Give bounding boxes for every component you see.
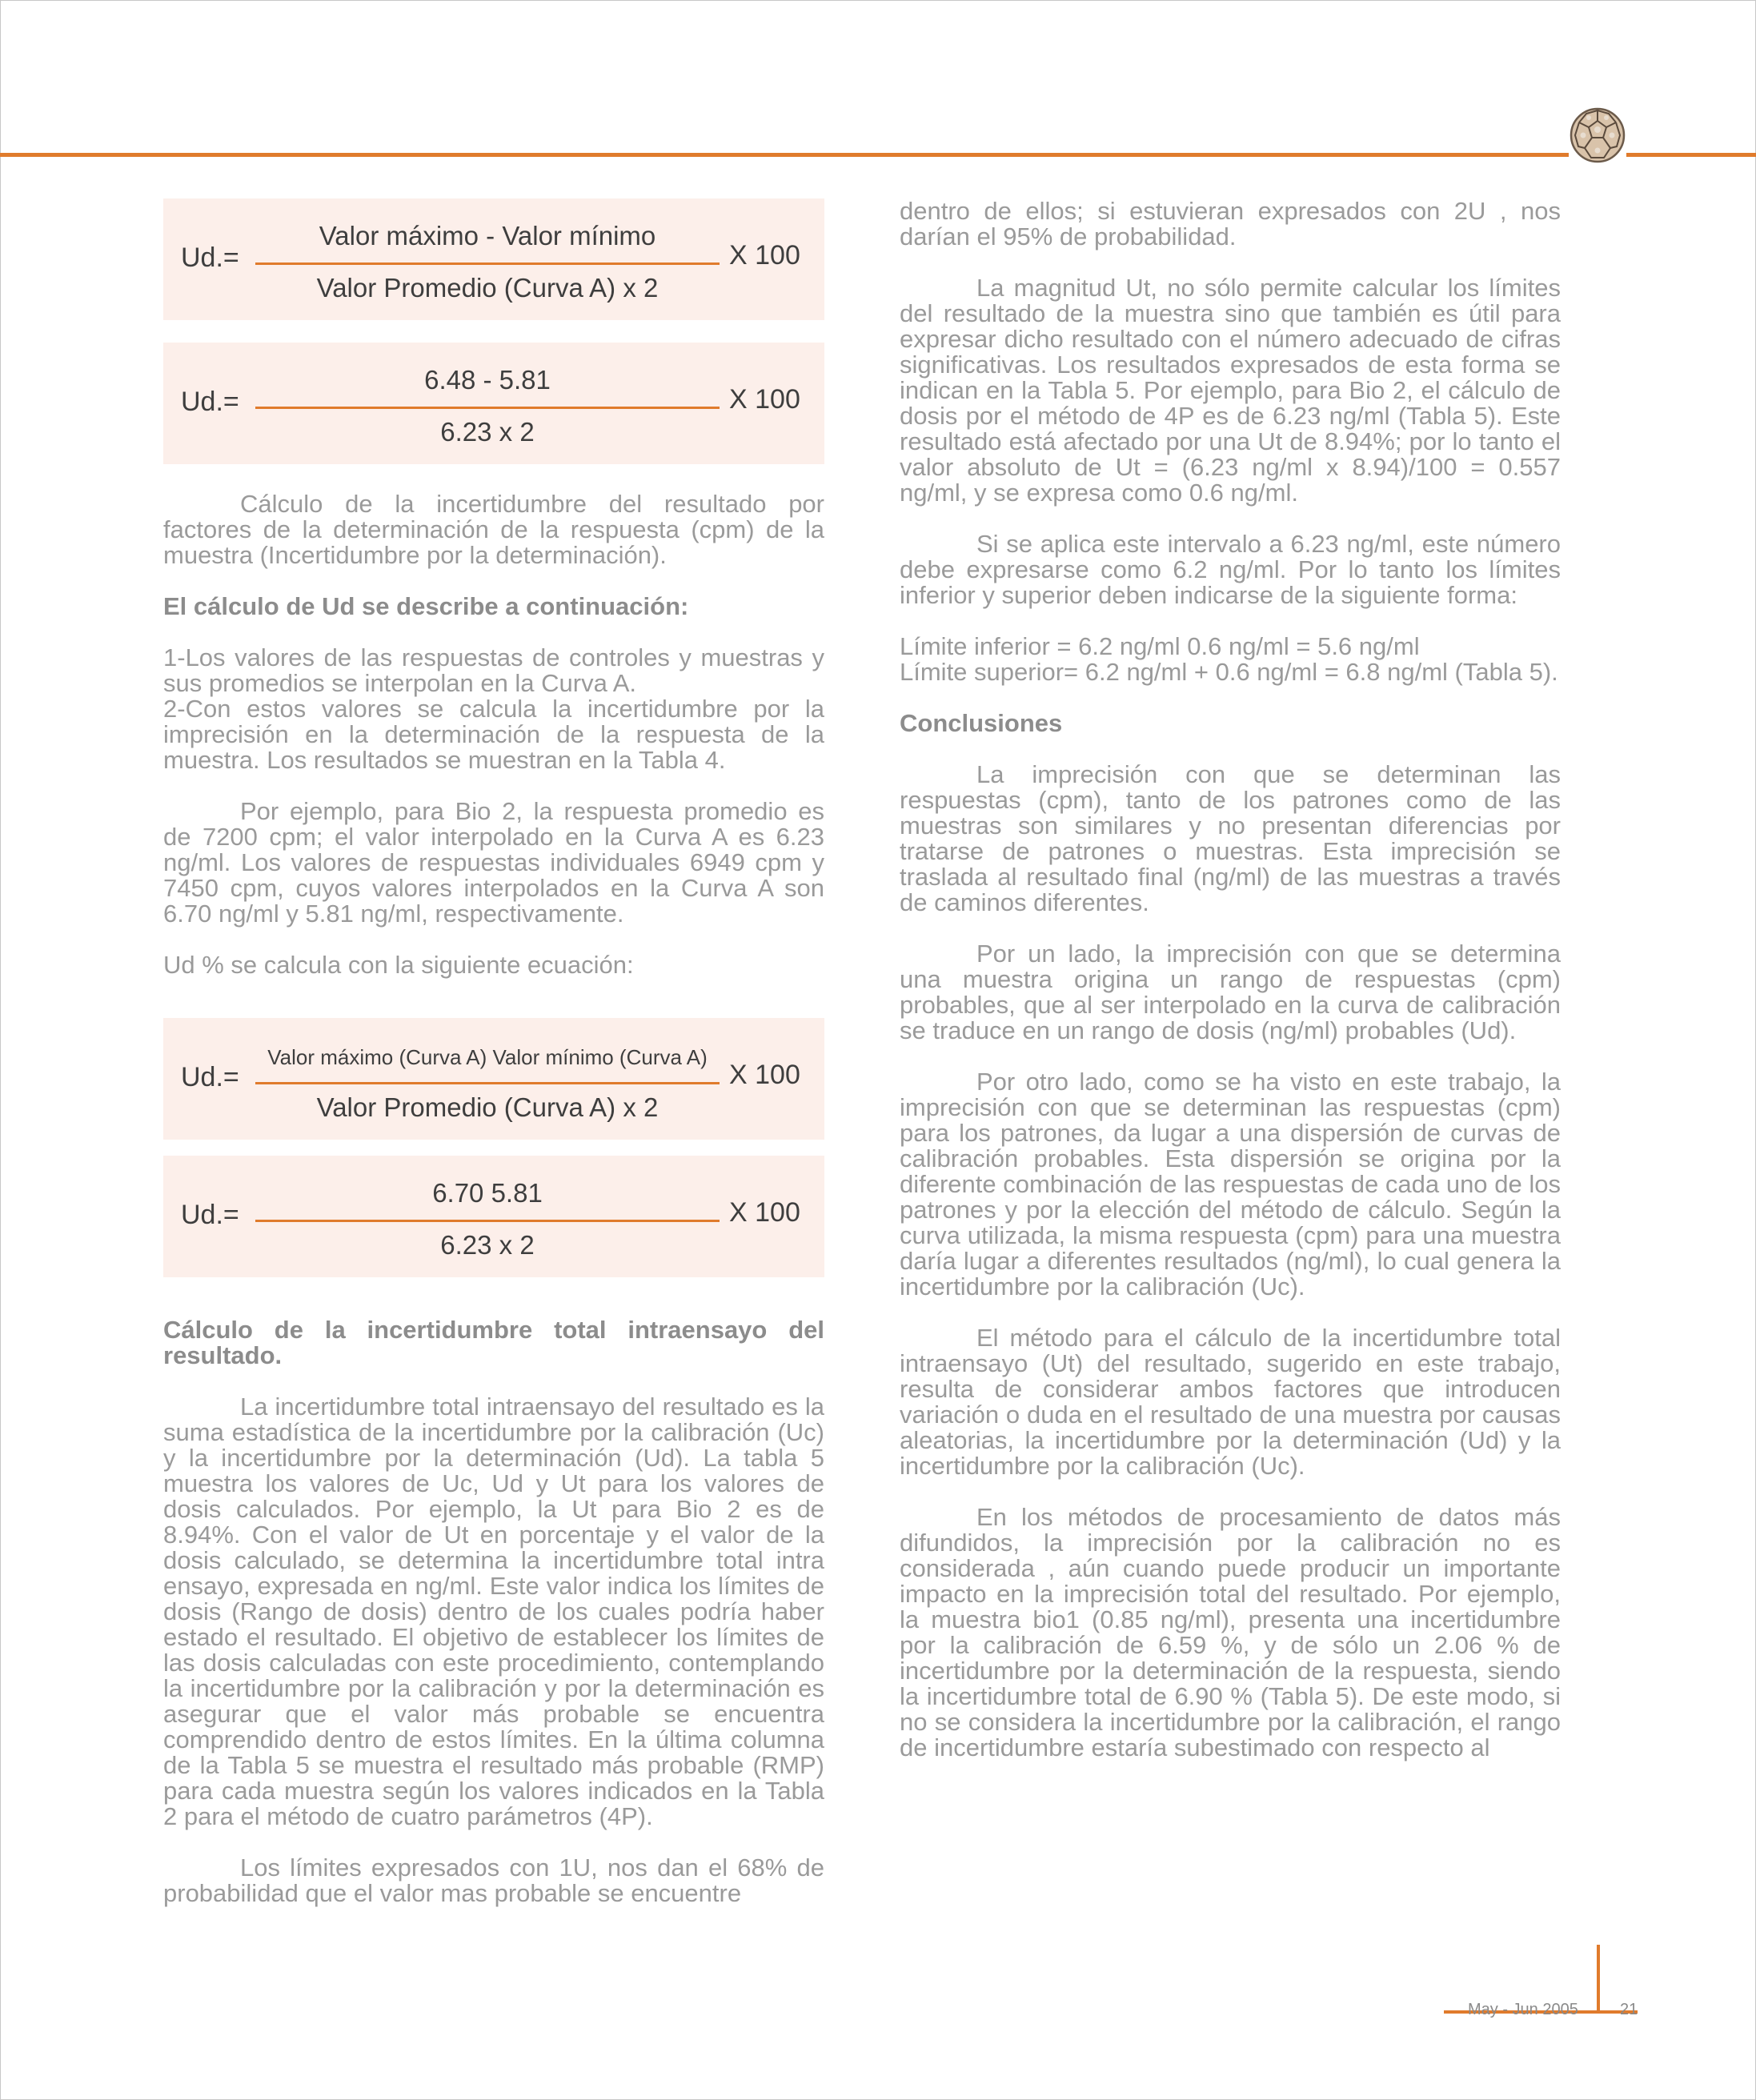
paragraph: El método para el cálculo de la incertidumbre total intraensayo (Ut) del resultado, sugerido en este trabajo, resulta de considerar ambos factores que introducen variación o duda en el resultado de una muestra por causas aleatorias, la incertidumbre por la determinación (Ud) y la incertidumbre por la calibración (Uc). — [900, 1324, 1561, 1480]
header-rule-right — [1626, 153, 1756, 157]
paragraph: La imprecisión con que se determinan las respuestas (cpm), tanto de los patrones como de las muestras son similares y no presentan diferencias por tratarse de patrones o muestras. Esta imprecisión se traslada al resultado final (ng/ml) de las muestras a través de caminos diferentes. — [900, 760, 1561, 916]
list-item: 1-Los valores de las respuestas de controles y muestras y sus promedios se interpolan en la Curva A. — [163, 643, 824, 697]
formula-multiplier: X 100 — [729, 240, 800, 271]
issue-date: May - Jun 2005 — [1468, 2001, 1578, 2018]
formula-numerator: 6.70 5.81 — [432, 1178, 543, 1208]
formula-denominator: 6.23 x 2 — [440, 417, 535, 447]
formula-ud-example — [163, 343, 824, 464]
paragraph: En los métodos de procesamiento de datos más difundidos, la imprecisión por la calibración no es considerada , aún cuando puede producir un importante impacto en la imprecisión total del resultado. Por ejemplo, la muestra bio1 (0.85 ng/ml), presenta una incertidumbre por la calibración de 6.59 %, y de sólo un 2.06 % de incertidumbre por la determinación de la respuesta, siendo la incertidumbre total de 6.90 % (Tabla 5). De este modo, si no se considera la incertidumbre por la calibración, el rango de incertidumbre estaría subestimado con respecto al — [900, 1503, 1561, 1761]
section-heading: Cálculo de la incertidumbre total intraensayo del resultado. — [163, 1316, 824, 1369]
formula-multiplier: X 100 — [729, 1060, 800, 1090]
footer-vertical-rule — [1597, 1945, 1600, 2012]
formula-numerator: Valor máximo (Curva A) Valor mínimo (Curva A) — [267, 1045, 708, 1069]
paragraph: dentro de ellos; si estuvieran expresados con 2U , nos darían el 95% de probabilidad. — [900, 197, 1561, 250]
formula-lhs: Ud.= — [181, 242, 239, 273]
limit-line: Límite inferior = 6.2 ng/ml 0.6 ng/ml = 5.6 ng/ml — [900, 632, 1420, 660]
fraction-bar — [255, 1082, 720, 1084]
page-number: 21 — [1620, 2001, 1638, 2018]
paragraph: La incertidumbre total intraensayo del resultado es la suma estadística de la incertidumbre por la calibración (Uc) y la incertidumbre por la determinación (Ud). La tabla 5 muestra los valores de Uc, Ud y Ut para los valores de dosis calculados. Por ejemplo, la Ut para Bio 2 es de 8.94%. Con el valor de Ut en porcentaje y el valor de la dosis calculado, se determina la incertidumbre total intra ensayo, expresada en ng/ml. Este valor indica los límites de dosis (Rango de dosis) dentro de los cuales podría haber estado el resultado. El objetivo de establecer los límites de las dosis calculadas con este procedimiento, contemplando la incertidumbre por la calibración y por la determinación es asegurar que el valor más probable se encuentra comprendido dentro de estos límites. En la última columna de la Tabla 5 se muestra el resultado más probable (RMP) para cada muestra según los valores indicados en la Tabla 2 para el método de cuatro parámetros (4P). — [163, 1393, 824, 1830]
paragraph: Ud % se calcula con la siguiente ecuación: — [163, 951, 634, 979]
paragraph: Por un lado, la imprecisión con que se determina una muestra origina un rango de respuestas (cpm) probables, que al ser interpolado en la curva de calibración se traduce en un rango de dosis (ng/ml) probables (Ud). — [900, 940, 1561, 1044]
section-heading: Conclusiones — [900, 709, 1063, 737]
formula-multiplier: X 100 — [729, 384, 800, 415]
limit-line: Límite superior= 6.2 ng/ml + 0.6 ng/ml = 6.8 ng/ml (Tabla 5). — [900, 658, 1558, 686]
formula-denominator: Valor Promedio (Curva A) x 2 — [316, 1092, 659, 1122]
right-column — [900, 198, 1561, 1761]
formula-lhs: Ud.= — [181, 1062, 239, 1092]
formula-numerator: Valor máximo - Valor mínimo — [319, 221, 656, 250]
fraction-bar — [255, 262, 720, 265]
paragraph: Si se aplica este intervalo a 6.23 ng/ml, este número debe expresarse como 6.2 ng/ml. Por lo tanto los límites inferior y superior deben indicarse de la siguiente forma: — [900, 530, 1561, 609]
formula-ud-general — [163, 198, 824, 320]
formula-numerator: 6.48 - 5.81 — [424, 365, 551, 395]
paragraph: Cálculo de la incertidumbre del resultado por factores de la determinación de la respuesta (cpm) de la muestra (Incertidumbre por la determinación). — [163, 490, 824, 569]
paragraph: Los límites expresados con 1U, nos dan el 68% de probabilidad que el valor mas probable se encuentre — [163, 1854, 824, 1907]
paragraph: Por ejemplo, para Bio 2, la respuesta promedio es de 7200 cpm; el valor interpolado en la Curva A es 6.23 ng/ml. Los valores de respuestas individuales 6949 cpm y 7450 cpm, cuyos valores interpolados en la Curva A son 6.70 ng/ml y 5.81 ng/ml, respectivamente. — [163, 797, 824, 928]
fraction-bar — [255, 407, 720, 409]
formula-denominator: Valor Promedio (Curva A) x 2 — [316, 273, 659, 303]
paragraph: Por otro lado, como se ha visto en este trabajo, la imprecisión con que se determinan las respuestas (cpm) para los patrones, da lugar a una dispersión de curvas de calibración probables. Esta dispersión se origina por la diferente combinación de las respuestas de cada uno de los patrones y por la elección del método de cálculo. Según la curva utilizada, la misma respuesta (cpm) para una muestra daría lugar a diferentes resultados (ng/ml), lo cual genera la incertidumbre por la calibración (Uc). — [900, 1068, 1561, 1300]
header-rule — [0, 153, 1569, 157]
formula-ud-curve-general — [163, 1018, 824, 1140]
left-column — [163, 198, 824, 1906]
formula-lhs: Ud.= — [181, 1200, 239, 1230]
formula-ud-curve-example — [163, 1156, 824, 1277]
fullerene-logo-icon — [1569, 106, 1626, 164]
formula-denominator: 6.23 x 2 — [440, 1230, 535, 1260]
fraction-bar — [255, 1220, 720, 1222]
formula-multiplier: X 100 — [729, 1197, 800, 1228]
formula-lhs: Ud.= — [181, 387, 239, 417]
list-item: 2-Con estos valores se calcula la incertidumbre por la imprecisión en la determinación de la respuesta de la muestra. Los resultados se muestran en la Tabla 4. — [163, 695, 824, 774]
paragraph: La magnitud Ut, no sólo permite calcular los límites del resultado de la muestra sino que también es útil para expresar dicho resultado con el número adecuado de cifras significativas. Los resultados expresados de esta forma se indican en la Tabla 5. Por ejemplo, para Bio 2, el cálculo de dosis por el método de 4P es de 6.23 ng/ml (Tabla 5). Este resultado está afectado por una Ut de 8.94%; por lo tanto el valor absoluto de Ut = (6.23 ng/ml x 8.94)/100 = 0.557 ng/ml, y se expresa como 0.6 ng/ml. — [900, 274, 1561, 507]
section-heading: El cálculo de Ud se describe a continuación: — [163, 592, 689, 620]
